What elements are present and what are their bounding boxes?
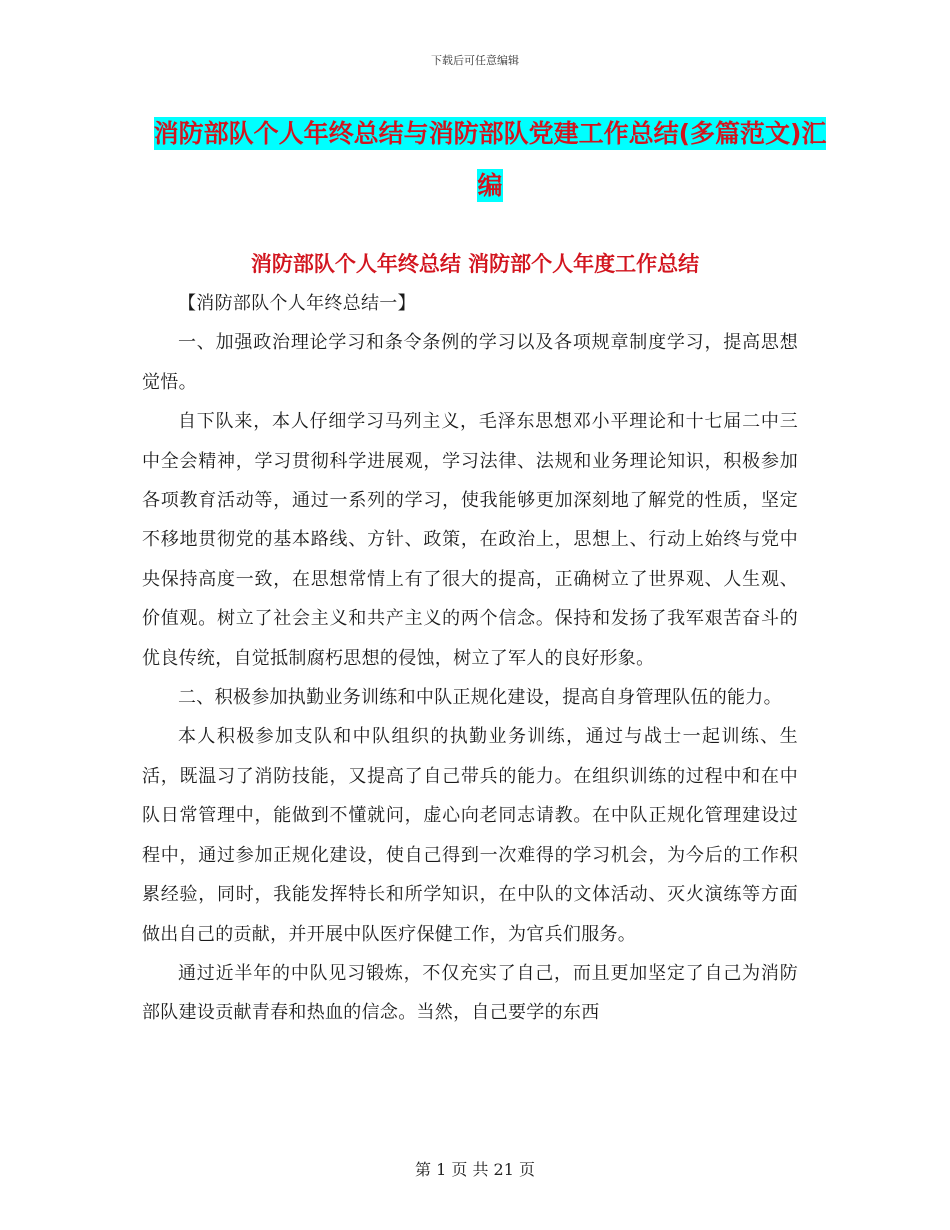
header-note: 下载后可任意编辑	[431, 54, 519, 67]
paragraph: 一、加强政治理论学习和条令条例的学习以及各项规章制度学习，提高思想觉悟。	[142, 332, 798, 393]
paragraph: 自下队来，本人仔细学习马列主义，毛泽东思想邓小平理论和十七届二中三中全会精神，学习贯彻科学进展观，学习法律、法规和业务理论知识，积极参加各项教育活动等，通过一系列的学习，使我能够更加深刻地了解党的性质，坚定不移地贯彻党的基本路线、方针、政策，在政治上，思想上、行动上始终与党中央保持高度一致，在思想常情上有了很大的提高，正确树立了世界观、人生观、价值观。树立了社会主义和共产主义的两个信念。保持和发扬了我军艰苦奋斗的优良传统，自觉抵制腐朽思想的侵蚀，树立了军人的良好形象。	[142, 411, 798, 669]
body-text	[142, 284, 798, 1033]
document-title	[150, 108, 830, 212]
paragraph: 通过近半年的中队见习锻炼，不仅充实了自己，而且更加坚定了自己为消防部队建设贡献青春和热血的信念。当然，自己要学的东西	[142, 962, 798, 1024]
document-title-text: 消防部队个人年终总结与消防部队党建工作总结(多篇范文)汇编	[153, 119, 827, 200]
section-subtitle: 消防部队个人年终总结 消防部个人年度工作总结	[250, 252, 700, 276]
paragraph: 二、积极参加执勤业务训练和中队正规化建设，提高自身管理队伍的能力。	[178, 687, 782, 709]
paragraph: 本人积极参加支队和中队组织的执勤业务训练，通过与战士一起训练、生活，既温习了消防技能，又提高了自己带兵的能力。在组织训练的过程中和在中队日常管理中，能做到不懂就问，虚心向老同志请教。在中队正规化管理建设过程中，通过参加正规化建设，使自己得到一次难得的学习机会，为今后的工作积累经验，同时，我能发挥特长和所学知识，在中队的文体活动、灭火演练等方面做出自己的贡献，并开展中队医疗保健工作，为官兵们服务。	[142, 726, 798, 945]
page-number: 第 1 页 共 21 页	[415, 1160, 535, 1179]
section-heading: 【消防部队个人年终总结一】	[178, 293, 416, 314]
